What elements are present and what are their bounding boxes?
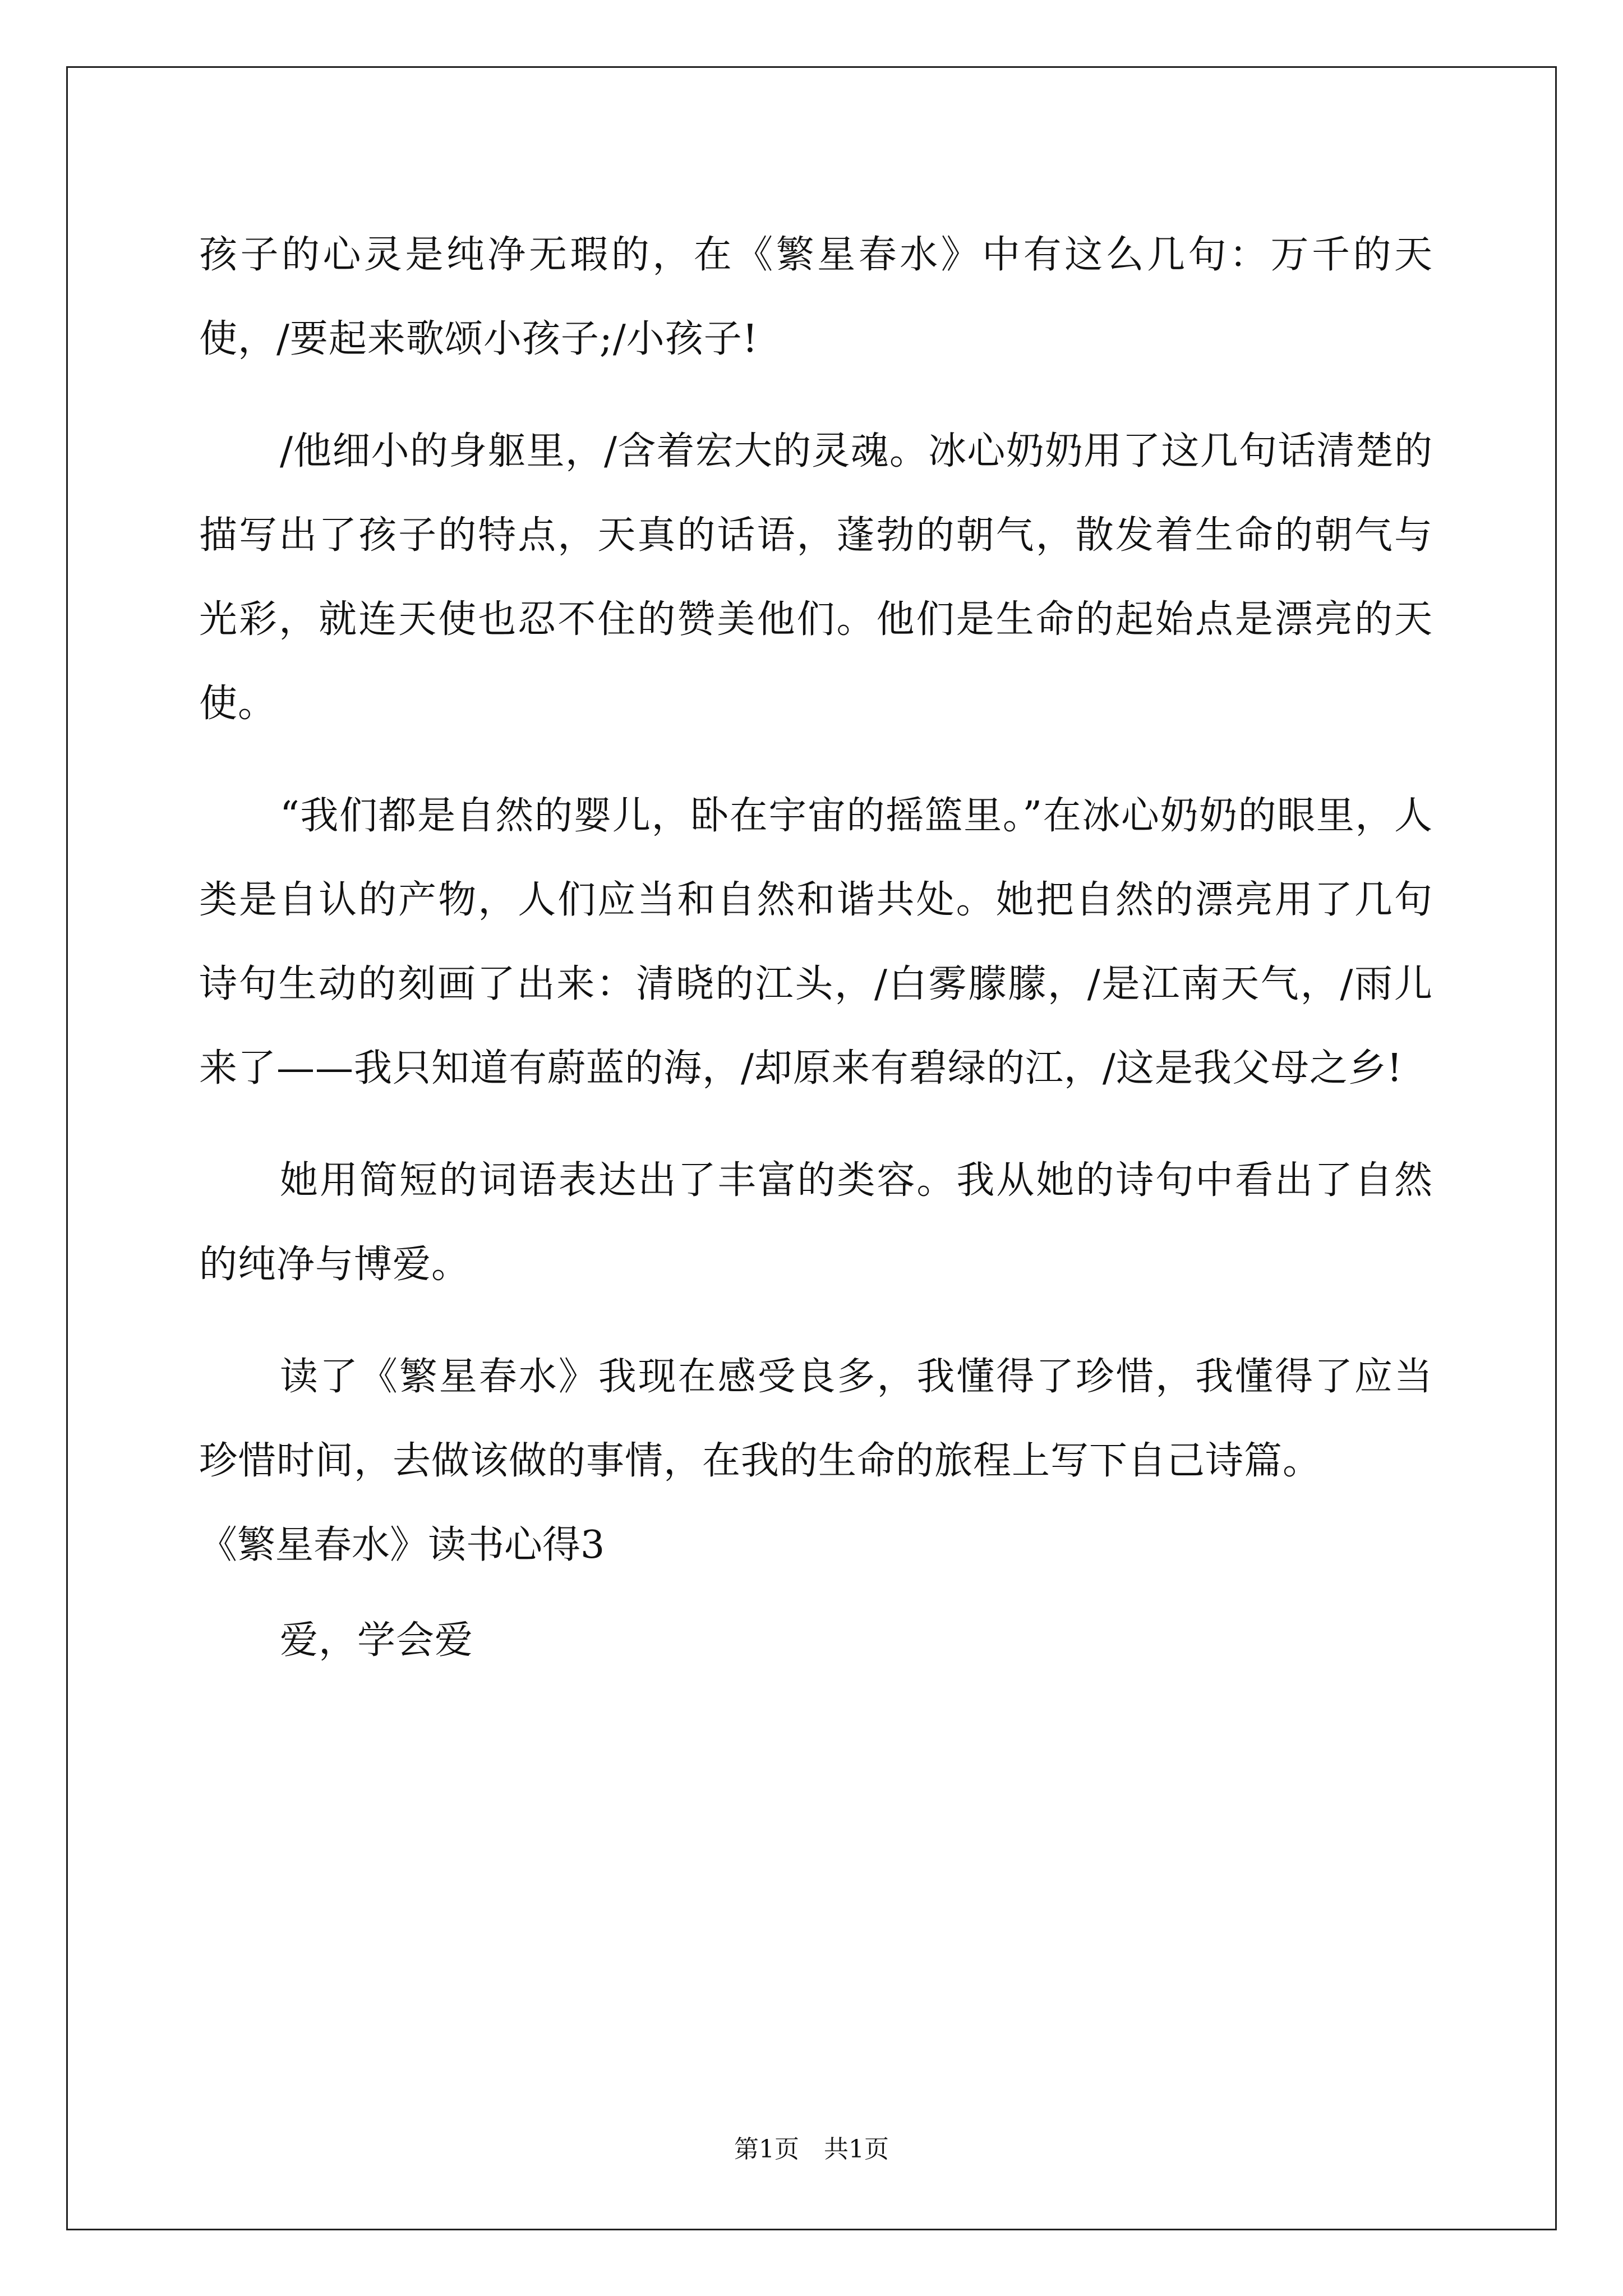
document-body — [199, 213, 1433, 1683]
paragraph-1: 孩子的心灵是纯净无瑕的，在《繁星春水》中有这么几句：万千的天使，/要起来歌颂小孩子;/小孩子! — [199, 233, 1433, 361]
paragraph-3: “我们都是自然的婴儿，卧在宇宙的摇篮里。”在冰心奶奶的眼里，人类是自认的产物，人们应当和自然和谐共处。她把自然的漂亮用了几句诗句生动的刻画了出来：清晓的江头，/白雾朦朦，/是江南天气，/雨儿来了——我只知道有蔚蓝的海，/却原来有碧绿的江，/这是我父母之乡! — [199, 794, 1433, 1091]
page-number-footer: 第1页 共1页 — [734, 2135, 889, 2164]
paragraph-5: 读了《繁星春水》我现在感受良多，我懂得了珍惜，我懂得了应当珍惜时间，去做该做的事情，在我的生命的旅程上写下自己诗篇。 — [199, 1355, 1433, 1483]
section-heading: 《繁星春水》读书心得3 — [199, 1523, 605, 1567]
section-subheading: 爱，学会爱 — [280, 1618, 474, 1663]
paragraph-4: 她用简短的词语表达出了丰富的类容。我从她的诗句中看出了自然的纯净与博爱。 — [199, 1158, 1433, 1287]
paragraph-2: /他细小的身躯里，/含着宏大的灵魂。冰心奶奶用了这几句话清楚的描写出了孩子的特点，天真的话语，蓬勃的朝气，散发着生命的朝气与光彩，就连天使也忍不住的赞美他们。他们是生命的起始点是漂亮的天使。 — [199, 429, 1433, 726]
